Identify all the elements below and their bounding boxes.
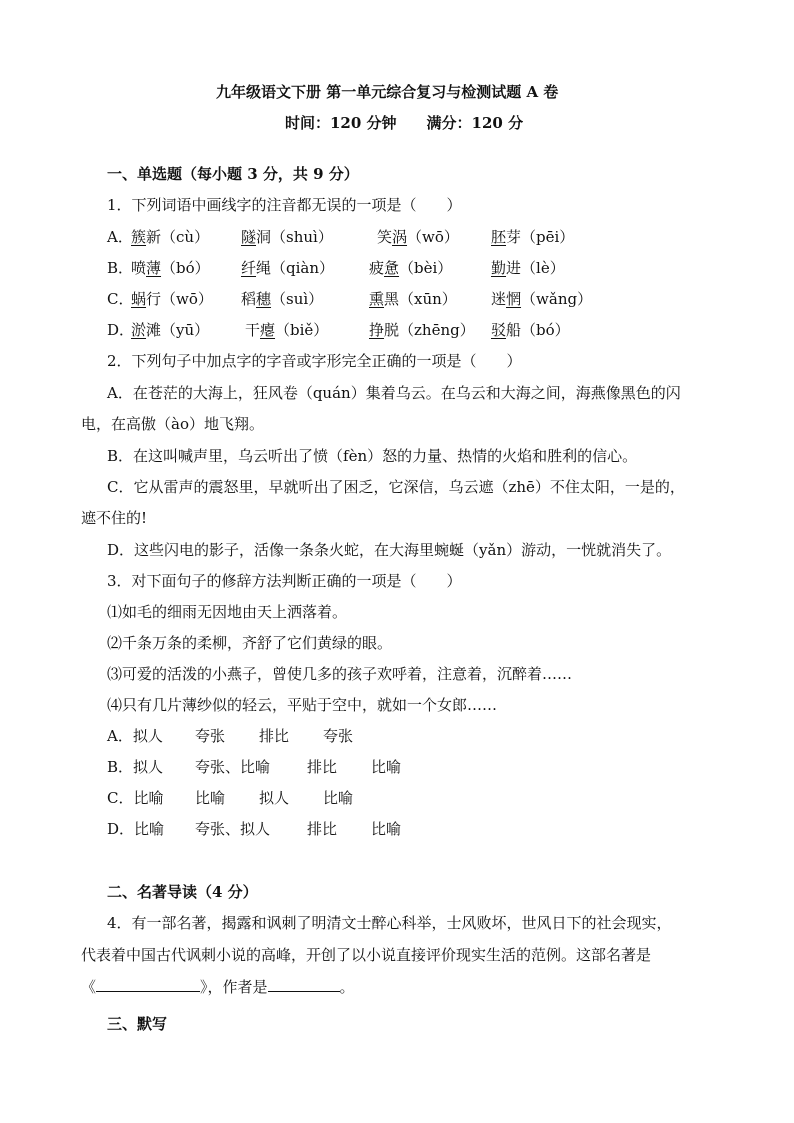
q1-stem: 1．下列词语中画线字的注音都无误的一项是（ ） <box>107 196 462 214</box>
section1-heading: 一、单选题（每小题 3 分，共 9 分） <box>107 165 359 183</box>
q3-option-d: D．比喻 夸张、拟人 排比 比喻 <box>107 820 402 838</box>
q3-sentence-1: ⑴如毛的细雨无因地由天上洒落着。 <box>107 603 348 621</box>
book-title-blank[interactable] <box>96 976 200 992</box>
q1-option-c: C． 蜗行（wō） 稻穗（suì） 熏黑（xūn） 迷惘（wǎng） <box>107 290 593 308</box>
page-title: 九年级语文下册 第一单元综合复习与检测试题 A 卷 <box>216 83 559 101</box>
q4-line1: 4．有一部名著，揭露和讽刺了明清文士醉心科举，士风败坏，世风日下的社会现实， <box>107 914 672 932</box>
q3-option-b: B．拟人 夸张、比喻 排比 比喻 <box>107 758 402 776</box>
q3-option-a: A．拟人 夸张 排比 夸张 <box>107 727 354 745</box>
q3-sentence-3: ⑶可爱的活泼的小燕子，曾使几多的孩子欢呼着，注意着，沉醉着…… <box>107 665 573 683</box>
q2-stem: 2．下列句子中加点字的字音或字形完全正确的一项是（ ） <box>107 352 522 370</box>
q1-option-b: B． 喷薄（bó） 纤绳（qiàn） 疲惫（bèi） 勤进（lè） <box>107 259 565 277</box>
q2-option-b: B．在这叫喊声里，乌云听出了愤（fèn）怒的力量、热情的火焰和胜利的信心。 <box>107 447 638 465</box>
q4-line3: 《 》，作者是 。 <box>81 978 355 996</box>
q2-option-a-line1: A．在苍茫的大海上，狂风卷（quán）集着乌云。在乌云和大海之间，海燕像黑色的闪 <box>107 384 681 402</box>
author-blank[interactable] <box>268 976 340 992</box>
q2-option-c-line2: 遮不住的! <box>81 509 148 527</box>
q3-sentence-2: ⑵千条万条的柔柳，齐舒了它们黄绿的眼。 <box>107 634 393 652</box>
section3-heading: 三、默写 <box>107 1015 168 1033</box>
section2-heading: 二、名著导读（4 分） <box>107 883 258 901</box>
q3-stem: 3．对下面句子的修辞方法判断正确的一项是（ ） <box>107 572 462 590</box>
q4-line2: 代表着中国古代讽刺小说的高峰，开创了以小说直接评价现实生活的范例。这部名著是 <box>81 946 652 964</box>
time-score-line <box>285 113 523 133</box>
time-label: 时间：120 分钟 <box>285 114 397 132</box>
score-label: 满分：120 分 <box>426 114 524 132</box>
q3-sentence-4: ⑷只有几片薄纱似的轻云，平贴于空中，就如一个女郎…… <box>107 696 498 714</box>
q1-option-a: A． 簇新（cù） 隧洞（shuì） 笑涡（wō） 胚芽（pēi） <box>107 228 575 246</box>
q1-option-d: D． 淤滩（yū） 干瘪（biě） 挣脱（zhēng） 驳船（bó） <box>107 321 570 339</box>
q2-option-c-line1: C．它从雷声的震怒里，早就听出了困乏，它深信，乌云遮（zhē）不住太阳，一是的， <box>107 478 685 496</box>
q2-option-d: D．这些闪电的影子，活像一条条火蛇，在大海里蜿蜒（yǎn）游动，一恍就消失了。 <box>107 541 672 559</box>
q2-option-a-line2: 电，在高傲（ào）地飞翔。 <box>81 415 264 433</box>
q3-option-c: C．比喻 比喻 拟人 比喻 <box>107 789 354 807</box>
